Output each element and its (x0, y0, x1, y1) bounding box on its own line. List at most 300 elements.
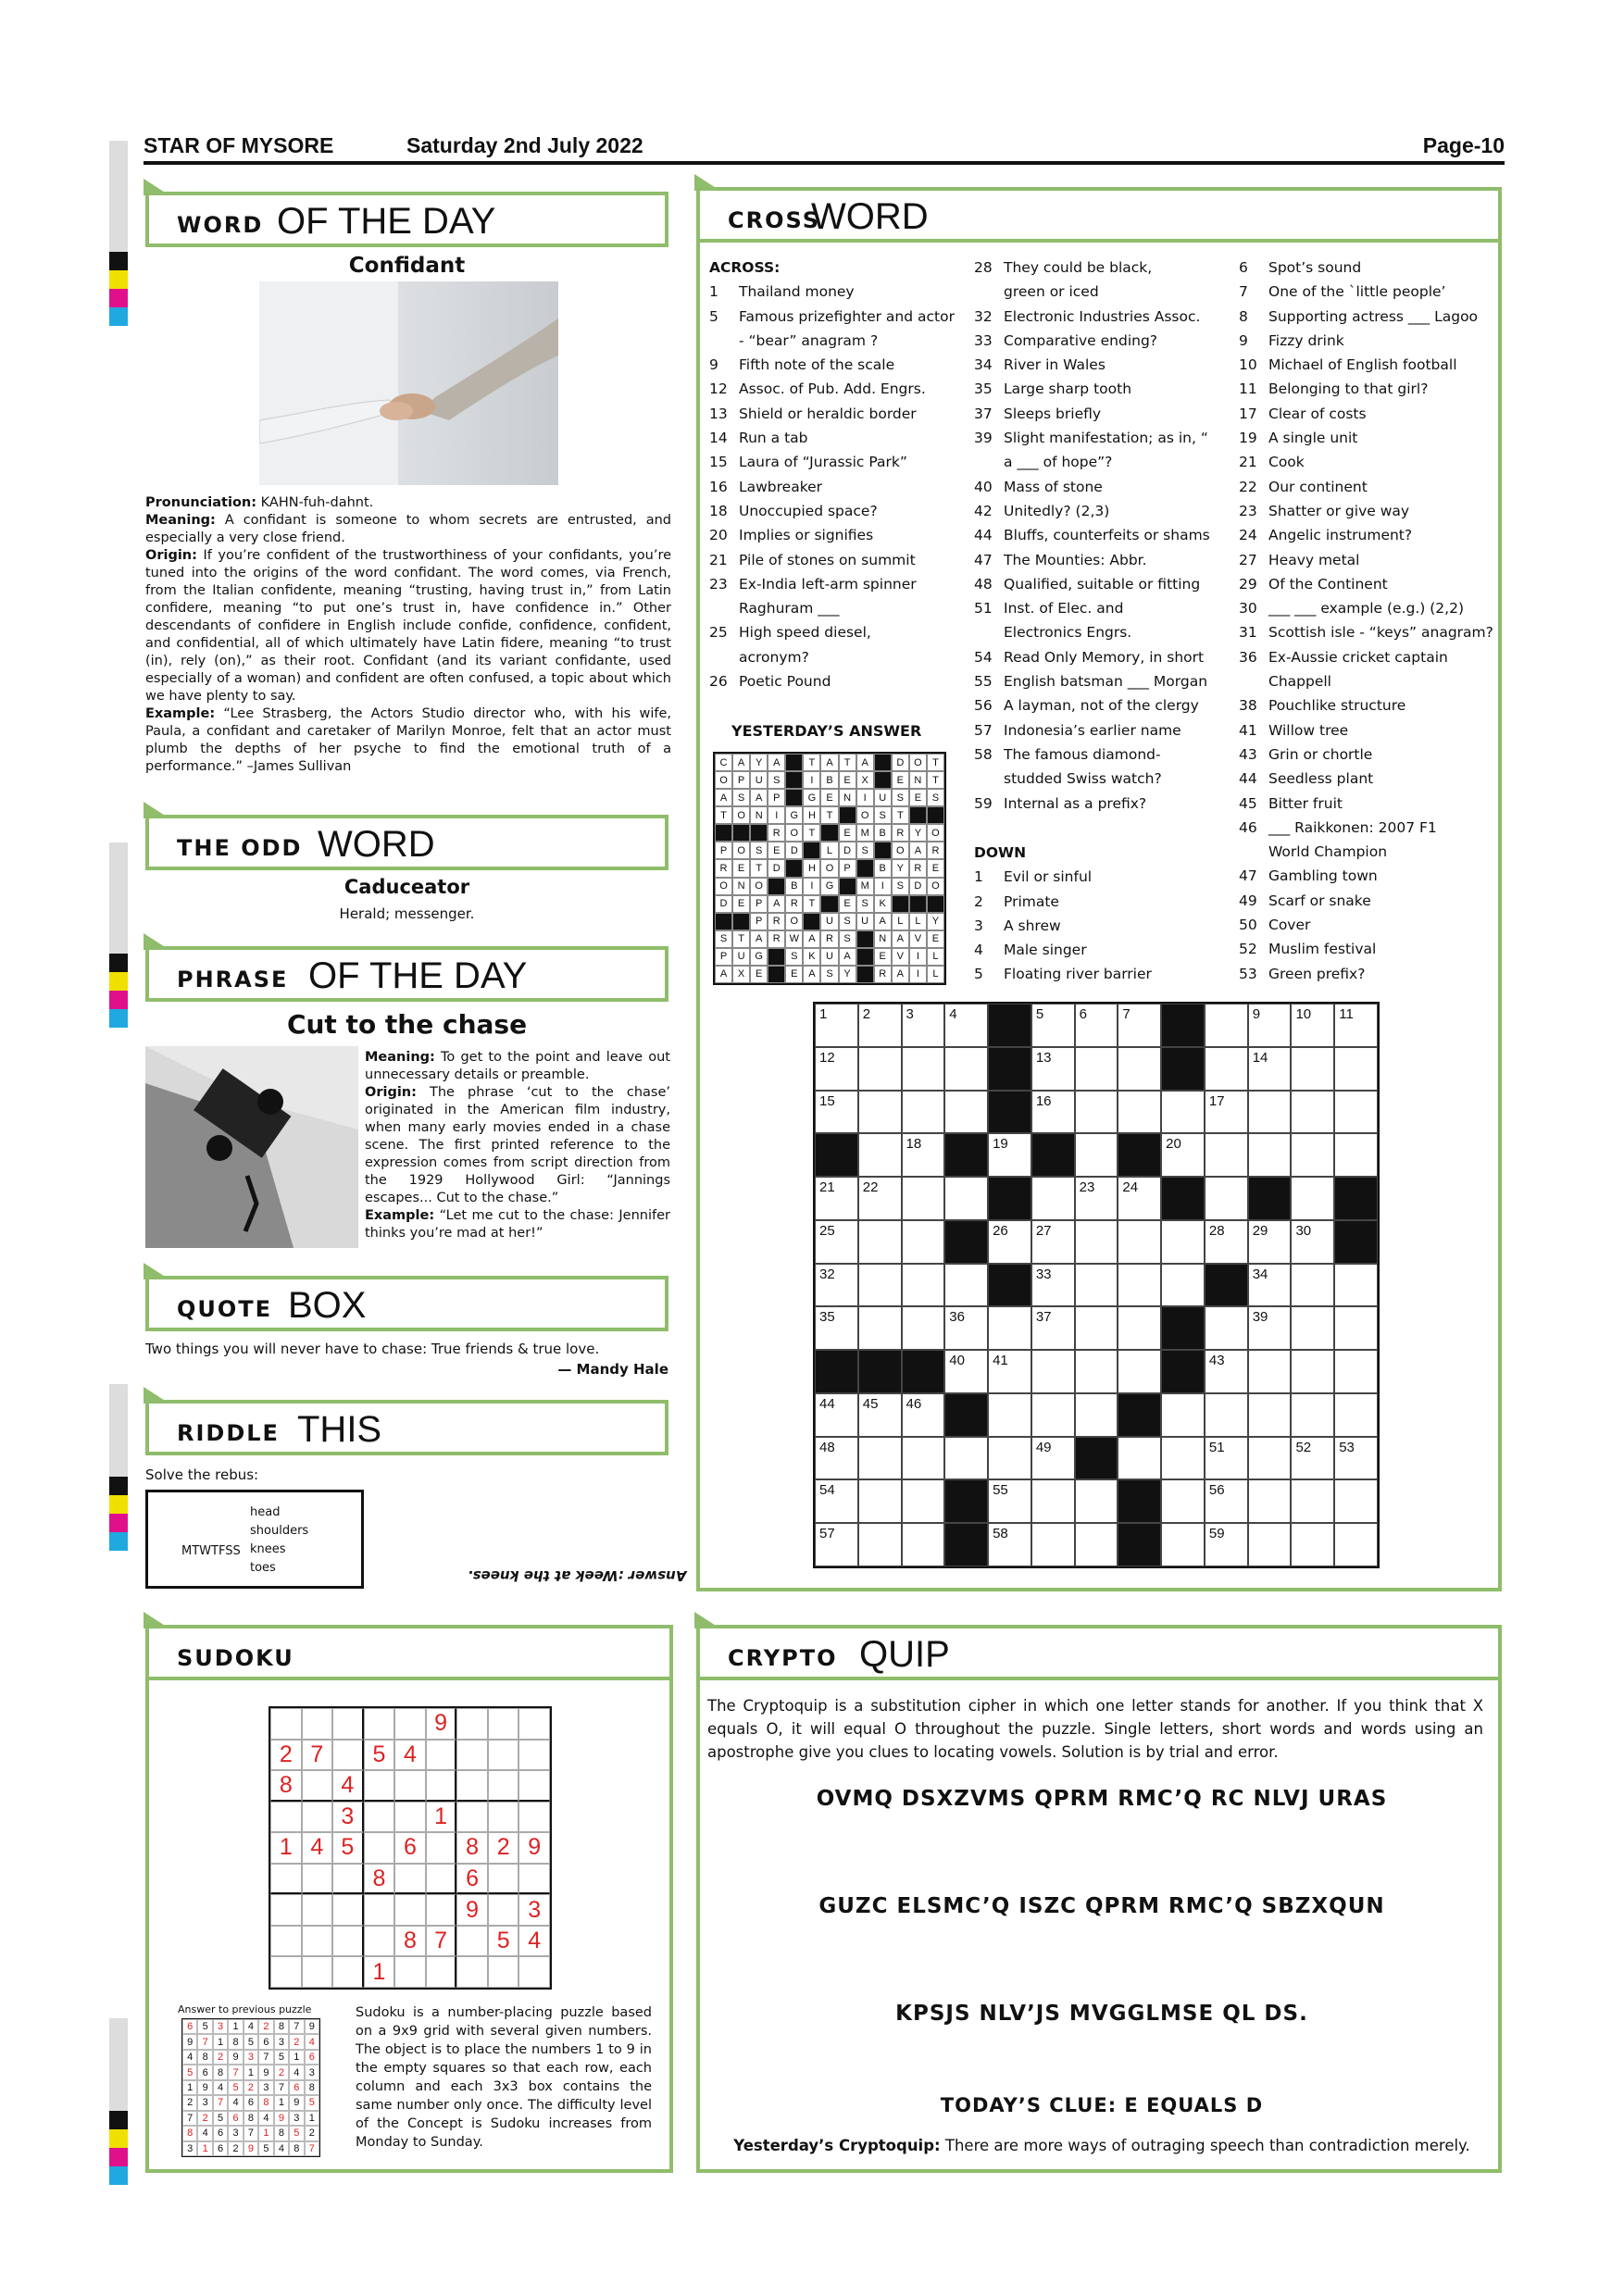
clue-row (974, 426, 1238, 450)
grid-cell[interactable] (815, 1220, 858, 1264)
grid-cell[interactable] (1075, 1479, 1118, 1523)
grid-cell[interactable] (988, 1350, 1031, 1393)
rebus-box (145, 1490, 364, 1589)
clue-text: Run a tab (739, 430, 808, 447)
grid-cell[interactable] (1291, 1047, 1334, 1091)
grid-cell[interactable] (1118, 1047, 1161, 1091)
clue-number: 5 (709, 307, 718, 325)
grid-cell[interactable] (1118, 1264, 1161, 1307)
grid-cell[interactable] (1075, 1177, 1118, 1220)
sudoku-cell[interactable] (302, 1770, 333, 1802)
grid-cell[interactable] (815, 1523, 858, 1566)
sudoku-cell[interactable] (426, 1832, 457, 1864)
grid-cell[interactable] (1161, 1393, 1205, 1437)
answer-cell (856, 966, 874, 983)
sudoku-cell[interactable] (364, 1894, 395, 1926)
clue-row (709, 523, 968, 547)
grid-cell[interactable] (815, 1393, 858, 1437)
clue-number (974, 620, 1004, 644)
sudoku-cell[interactable]: 4 (332, 1770, 364, 1802)
grid-cell[interactable] (1205, 1306, 1248, 1350)
sudoku-cell[interactable] (394, 1708, 426, 1740)
clue-text: Lawbreaker (739, 478, 823, 495)
sudoku-cell[interactable]: 3 (332, 1802, 364, 1833)
grid-cell[interactable] (1205, 1177, 1248, 1220)
sudoku-cell[interactable] (518, 1956, 550, 1988)
clue-number: 30 (1239, 600, 1257, 618)
grid-cell[interactable] (1248, 1306, 1292, 1350)
grid-cell[interactable] (1075, 1264, 1118, 1307)
sudoku-cell[interactable] (456, 1770, 488, 1802)
grid-cell[interactable] (1248, 1220, 1292, 1264)
previous-sudoku-cell: 2 (258, 2019, 273, 2034)
grid-cell[interactable] (858, 1177, 902, 1220)
sudoku-cell[interactable] (426, 1894, 457, 1926)
sudoku-cell[interactable]: 8 (270, 1770, 302, 1802)
sudoku-cell[interactable] (364, 1802, 395, 1833)
grid-cell[interactable] (1248, 1350, 1292, 1393)
grid-cell[interactable] (1205, 1047, 1248, 1091)
registration-mark (109, 1477, 128, 1495)
previous-sudoku-cell: 6 (213, 2126, 228, 2140)
answer-cell: E (732, 895, 750, 913)
sudoku-cell[interactable]: 6 (394, 1832, 426, 1864)
sudoku-cell[interactable] (302, 1802, 333, 1833)
sudoku-cell[interactable] (488, 1740, 519, 1771)
grid-cell[interactable] (1291, 1523, 1334, 1566)
sudoku-cell[interactable]: 9 (426, 1708, 457, 1740)
clue-row (1239, 280, 1498, 304)
grid-cell[interactable] (1031, 1220, 1075, 1264)
grid-cell[interactable] (815, 1004, 858, 1047)
clue-row (1239, 718, 1498, 742)
sudoku-cell[interactable] (332, 1926, 364, 1957)
sudoku-cell[interactable] (332, 1956, 364, 1988)
cell-number: 5 (1035, 1006, 1044, 1022)
clue-row (974, 475, 1238, 499)
grid-cell[interactable] (1334, 1393, 1378, 1437)
cipher-line: GUZC ELSMC’Q ISZC QPRM RMC’Q SBZXQUN (818, 1894, 1385, 1918)
rebus-word: toes (250, 1561, 276, 1575)
grid-cell[interactable] (1291, 1393, 1334, 1437)
grid-cell[interactable] (1161, 1479, 1205, 1523)
sudoku-cell[interactable] (488, 1864, 519, 1895)
clue-number: 42 (974, 502, 993, 519)
grid-cell[interactable] (902, 1177, 945, 1220)
grid-cell[interactable] (1334, 1523, 1378, 1566)
grid-cell[interactable] (988, 1133, 1031, 1177)
sudoku-cell[interactable]: 9 (456, 1894, 488, 1926)
grid-cell[interactable] (1248, 1437, 1292, 1480)
answer-cell: K (803, 948, 820, 966)
label: Example: (365, 1208, 435, 1223)
crossword-grid[interactable] (813, 1002, 1380, 1568)
grid-cell[interactable] (902, 1133, 945, 1177)
grid-cell[interactable] (902, 1220, 945, 1264)
answer-cell: U (820, 913, 838, 930)
grid-cell[interactable] (1205, 1393, 1248, 1437)
sudoku-cell[interactable] (394, 1864, 426, 1895)
grid-cell[interactable] (1075, 1091, 1118, 1134)
grid-cell[interactable] (1118, 1004, 1161, 1047)
sudoku-cell[interactable]: 2 (488, 1832, 519, 1864)
grid-cell[interactable] (1031, 1047, 1075, 1091)
grid-cell[interactable] (1291, 1437, 1334, 1480)
clue-row (974, 742, 1238, 767)
grid-cell[interactable] (1248, 1264, 1292, 1307)
sudoku-cell[interactable] (270, 1956, 302, 1988)
grid-cell[interactable] (902, 1091, 945, 1134)
grid-cell[interactable] (1205, 1350, 1248, 1393)
previous-sudoku-cell: 4 (213, 2080, 228, 2095)
clue-row (974, 280, 1238, 304)
grid-cell[interactable] (815, 1264, 858, 1307)
cipher-line: KPSJS NLV’JS MVGGLMSE QL DS. (895, 2002, 1308, 2026)
answer-cell: N (732, 878, 750, 895)
grid-cell[interactable] (1291, 1220, 1334, 1264)
sudoku-cell[interactable]: 8 (364, 1864, 395, 1895)
grid-cell[interactable] (858, 1264, 902, 1307)
grid-cell[interactable] (1291, 1350, 1334, 1393)
answer-cell: E (874, 948, 892, 966)
grid-cell[interactable] (1075, 1047, 1118, 1091)
grid-cell[interactable] (1291, 1091, 1334, 1134)
cell-number: 21 (819, 1179, 835, 1196)
grid-cell[interactable] (1291, 1264, 1334, 1307)
cell-number: 48 (819, 1439, 835, 1455)
clue-text: Grin or chortle (1268, 745, 1373, 763)
sudoku-cell[interactable] (488, 1802, 519, 1833)
sudoku-cell[interactable] (270, 1864, 302, 1895)
grid-cell[interactable] (1248, 1047, 1292, 1091)
sudoku-cell[interactable]: 6 (456, 1864, 488, 1895)
grid-cell[interactable] (1334, 1133, 1378, 1177)
sudoku-cell[interactable] (518, 1864, 550, 1895)
grid-cell[interactable] (1248, 1479, 1292, 1523)
sudoku-cell[interactable] (302, 1956, 333, 1988)
clue-number: 9 (709, 356, 718, 374)
grid-cell[interactable] (1031, 1523, 1075, 1566)
sudoku-cell[interactable] (426, 1770, 457, 1802)
cell-number: 55 (993, 1482, 1008, 1499)
grid-cell[interactable] (988, 1220, 1031, 1264)
sudoku-cell[interactable] (270, 1926, 302, 1957)
black-cell (1161, 1306, 1205, 1350)
grid-cell[interactable] (1248, 1004, 1292, 1047)
grid-cell[interactable] (944, 1177, 988, 1220)
previous-sudoku-cell: 4 (305, 2034, 319, 2049)
sudoku-cell[interactable] (456, 1926, 488, 1957)
grid-cell[interactable] (1031, 1393, 1075, 1437)
clue-text: Qualified, suitable or fitting (1004, 575, 1201, 593)
sudoku-cell[interactable] (364, 1832, 395, 1864)
grid-cell[interactable] (944, 1350, 988, 1393)
grid-cell[interactable] (815, 1437, 858, 1480)
grid-cell[interactable] (944, 1264, 988, 1307)
previous-sudoku-cell: 9 (289, 2095, 304, 2110)
clue-number: 2 (974, 892, 983, 910)
grid-cell[interactable] (1075, 1350, 1118, 1393)
grid-cell[interactable] (815, 1306, 858, 1350)
grid-cell[interactable] (902, 1437, 945, 1480)
grid-cell[interactable] (944, 1004, 988, 1047)
clue-text: Michael of English football (1268, 356, 1457, 374)
sudoku-cell[interactable]: 1 (270, 1832, 302, 1864)
grid-cell[interactable] (1334, 1350, 1378, 1393)
sudoku-cell[interactable]: 8 (394, 1926, 426, 1957)
grid-cell[interactable] (902, 1523, 945, 1566)
sudoku-cell[interactable]: 4 (518, 1926, 550, 1957)
grid-cell[interactable] (858, 1523, 902, 1566)
previous-sudoku-cell: 5 (213, 2111, 228, 2126)
previous-sudoku-cell: 5 (182, 2065, 197, 2079)
grid-cell[interactable] (1075, 1220, 1118, 1264)
sudoku-cell[interactable] (488, 1894, 519, 1926)
grid-cell[interactable] (1161, 1437, 1205, 1480)
answer-cell (715, 824, 732, 842)
grid-cell[interactable] (1248, 1393, 1292, 1437)
clue-text: Internal as a prefix? (1004, 794, 1147, 812)
clue-number: 34 (974, 356, 993, 374)
grid-cell[interactable] (1031, 1004, 1075, 1047)
cell-number: 1 (819, 1006, 828, 1022)
previous-sudoku-cell: 7 (213, 2095, 228, 2110)
answer-cell: T (803, 895, 820, 913)
sudoku-cell[interactable]: 8 (456, 1832, 488, 1864)
sudoku-cell[interactable] (518, 1770, 550, 1802)
sudoku-cell[interactable] (364, 1708, 395, 1740)
previous-sudoku-cell: 3 (244, 2050, 258, 2065)
sudoku-cell[interactable] (518, 1708, 550, 1740)
sudoku-cell[interactable]: 5 (488, 1926, 519, 1957)
sudoku-cell[interactable] (518, 1740, 550, 1771)
sudoku-cell[interactable] (270, 1708, 302, 1740)
grid-cell[interactable] (1334, 1437, 1378, 1480)
sudoku-cell[interactable]: 3 (518, 1894, 550, 1926)
grid-cell[interactable] (1205, 1133, 1248, 1177)
grid-cell[interactable] (1291, 1004, 1334, 1047)
sudoku-cell[interactable] (426, 1956, 457, 1988)
grid-cell[interactable] (815, 1047, 858, 1091)
registration-mark (109, 1495, 128, 1514)
sudoku-cell[interactable]: 5 (364, 1740, 395, 1771)
grid-cell[interactable] (858, 1306, 902, 1350)
grid-cell[interactable] (1075, 1393, 1118, 1437)
grid-cell[interactable] (902, 1004, 945, 1047)
grid-cell[interactable] (902, 1306, 945, 1350)
sudoku-grid[interactable] (269, 1706, 552, 1990)
answer-cell: S (785, 948, 803, 966)
grid-cell[interactable] (944, 1437, 988, 1480)
grid-cell[interactable] (1161, 1523, 1205, 1566)
grid-cell[interactable] (1075, 1523, 1118, 1566)
grid-cell[interactable] (815, 1479, 858, 1523)
grid-cell[interactable] (858, 1133, 902, 1177)
grid-cell[interactable] (1205, 1437, 1248, 1480)
cell-number: 32 (819, 1266, 835, 1282)
grid-cell[interactable] (1334, 1047, 1378, 1091)
grid-cell[interactable] (902, 1264, 945, 1307)
grid-cell[interactable] (1334, 1091, 1378, 1134)
grid-cell[interactable] (1205, 1479, 1248, 1523)
sudoku-cell[interactable] (394, 1894, 426, 1926)
grid-cell[interactable] (902, 1393, 945, 1437)
grid-cell[interactable] (1334, 1264, 1378, 1307)
answer-cell: O (785, 913, 803, 930)
answer-cell: S (927, 789, 944, 806)
grid-cell[interactable] (1291, 1177, 1334, 1220)
sudoku-cell[interactable] (488, 1708, 519, 1740)
clue-row (709, 645, 968, 669)
previous-sudoku-cell: 8 (213, 2065, 228, 2079)
grid-cell[interactable] (1205, 1091, 1248, 1134)
sudoku-cell[interactable] (302, 1864, 333, 1895)
previous-sudoku-cell: 9 (228, 2050, 243, 2065)
grid-cell[interactable] (1031, 1306, 1075, 1350)
sudoku-cell[interactable] (456, 1802, 488, 1833)
grid-cell[interactable] (1334, 1306, 1378, 1350)
grid-cell[interactable] (988, 1306, 1031, 1350)
grid-cell[interactable] (902, 1479, 945, 1523)
sudoku-cell[interactable]: 7 (426, 1926, 457, 1957)
grid-cell[interactable] (1075, 1133, 1118, 1177)
grid-cell[interactable] (1291, 1479, 1334, 1523)
sudoku-cell[interactable] (270, 1802, 302, 1833)
grid-cell[interactable] (858, 1479, 902, 1523)
grid-cell[interactable] (1031, 1350, 1075, 1393)
sudoku-cell[interactable]: 4 (302, 1832, 333, 1864)
previous-sudoku-cell: 4 (197, 2126, 212, 2140)
grid-cell[interactable] (1031, 1479, 1075, 1523)
sudoku-cell[interactable] (364, 1926, 395, 1957)
grid-cell[interactable] (1118, 1091, 1161, 1134)
sudoku-cell[interactable] (302, 1894, 333, 1926)
grid-cell[interactable] (858, 1091, 902, 1134)
sudoku-cell[interactable] (488, 1770, 519, 1802)
grid-cell[interactable] (1205, 1220, 1248, 1264)
clue-number: 6 (1239, 259, 1248, 276)
grid-cell[interactable] (988, 1479, 1031, 1523)
sudoku-cell[interactable] (332, 1894, 364, 1926)
previous-sudoku-cell: 9 (258, 2065, 273, 2079)
grid-cell[interactable] (1334, 1479, 1378, 1523)
clue-row (1239, 864, 1498, 888)
sudoku-cell[interactable] (394, 1770, 426, 1802)
answer-cell: V (909, 930, 927, 948)
grid-cell[interactable] (1031, 1264, 1075, 1307)
answer-cell: O (927, 878, 944, 895)
grid-cell[interactable] (1248, 1091, 1292, 1134)
sudoku-cell[interactable] (456, 1740, 488, 1771)
grid-cell[interactable] (902, 1047, 945, 1091)
registration-mark (109, 1514, 128, 1532)
grid-cell[interactable] (1291, 1133, 1334, 1177)
grid-cell[interactable] (858, 1437, 902, 1480)
sudoku-cell[interactable] (332, 1740, 364, 1771)
grid-cell[interactable] (1161, 1264, 1205, 1307)
sudoku-cell[interactable]: 4 (394, 1740, 426, 1771)
grid-cell[interactable] (1291, 1306, 1334, 1350)
grid-cell[interactable] (1248, 1523, 1292, 1566)
clue-text: a ___ of hope”? (1004, 454, 1113, 471)
sudoku-cell[interactable] (364, 1770, 395, 1802)
grid-cell[interactable] (1118, 1350, 1161, 1393)
grid-cell[interactable] (815, 1177, 858, 1220)
grid-cell[interactable] (1118, 1306, 1161, 1350)
sudoku-cell[interactable]: 2 (270, 1740, 302, 1771)
grid-cell[interactable] (1161, 1220, 1205, 1264)
cell-number: 44 (819, 1395, 835, 1412)
sudoku-cell[interactable]: 1 (364, 1956, 395, 1988)
grid-cell[interactable] (1161, 1091, 1205, 1134)
grid-cell[interactable] (1031, 1437, 1075, 1480)
grid-cell[interactable] (1248, 1133, 1292, 1177)
clue-number: 10 (1239, 356, 1257, 374)
answer-cell: E (909, 789, 927, 806)
sudoku-cell[interactable] (302, 1708, 333, 1740)
grid-cell[interactable] (1118, 1437, 1161, 1480)
grid-cell[interactable] (1075, 1306, 1118, 1350)
grid-cell[interactable] (858, 1004, 902, 1047)
black-cell (1075, 1437, 1118, 1480)
grid-cell[interactable] (1075, 1004, 1118, 1047)
clue-text: Unitedly? (2,3) (1004, 502, 1110, 519)
answer-cell: A (732, 754, 750, 771)
sudoku-cell[interactable] (488, 1956, 519, 1988)
sudoku-cell[interactable] (270, 1894, 302, 1926)
sudoku-cell[interactable] (394, 1956, 426, 1988)
previous-sudoku-cell: 8 (289, 2141, 304, 2156)
grid-cell[interactable] (988, 1523, 1031, 1566)
clue-text: Unoccupied space? (739, 502, 878, 519)
grid-cell[interactable] (858, 1047, 902, 1091)
grid-cell[interactable] (1205, 1004, 1248, 1047)
grid-cell[interactable] (815, 1091, 858, 1134)
sudoku-cell[interactable] (456, 1708, 488, 1740)
sudoku-cell[interactable]: 9 (518, 1832, 550, 1864)
sudoku-cell[interactable] (394, 1802, 426, 1833)
sudoku-cell[interactable] (426, 1864, 457, 1895)
grid-cell[interactable] (988, 1437, 1031, 1480)
clue-text: World Champion (1268, 843, 1388, 861)
grid-cell[interactable] (858, 1393, 902, 1437)
grid-cell[interactable] (1161, 1133, 1205, 1177)
answer-cell: O (927, 824, 944, 842)
grid-cell[interactable] (1031, 1091, 1075, 1134)
sudoku-cell[interactable] (518, 1802, 550, 1833)
sudoku-cell[interactable]: 7 (302, 1740, 333, 1771)
sudoku-cell[interactable]: 1 (426, 1802, 457, 1833)
sudoku-cell[interactable] (332, 1864, 364, 1895)
sudoku-cell[interactable] (426, 1740, 457, 1771)
grid-cell[interactable] (1118, 1220, 1161, 1264)
grid-cell[interactable] (944, 1091, 988, 1134)
grid-cell[interactable] (858, 1220, 902, 1264)
grid-cell[interactable] (1334, 1004, 1378, 1047)
grid-cell[interactable] (1031, 1177, 1075, 1220)
grid-cell[interactable] (988, 1393, 1031, 1437)
grid-cell[interactable] (944, 1306, 988, 1350)
section-label: SUDOKU (177, 1645, 294, 1671)
grid-cell[interactable] (1205, 1523, 1248, 1566)
grid-cell[interactable] (1118, 1177, 1161, 1220)
sudoku-cell[interactable]: 5 (332, 1832, 364, 1864)
sudoku-cell[interactable] (456, 1956, 488, 1988)
grid-cell[interactable] (944, 1047, 988, 1091)
answer-cell (768, 948, 785, 966)
sudoku-cell[interactable] (302, 1926, 333, 1957)
sudoku-cell[interactable] (332, 1708, 364, 1740)
